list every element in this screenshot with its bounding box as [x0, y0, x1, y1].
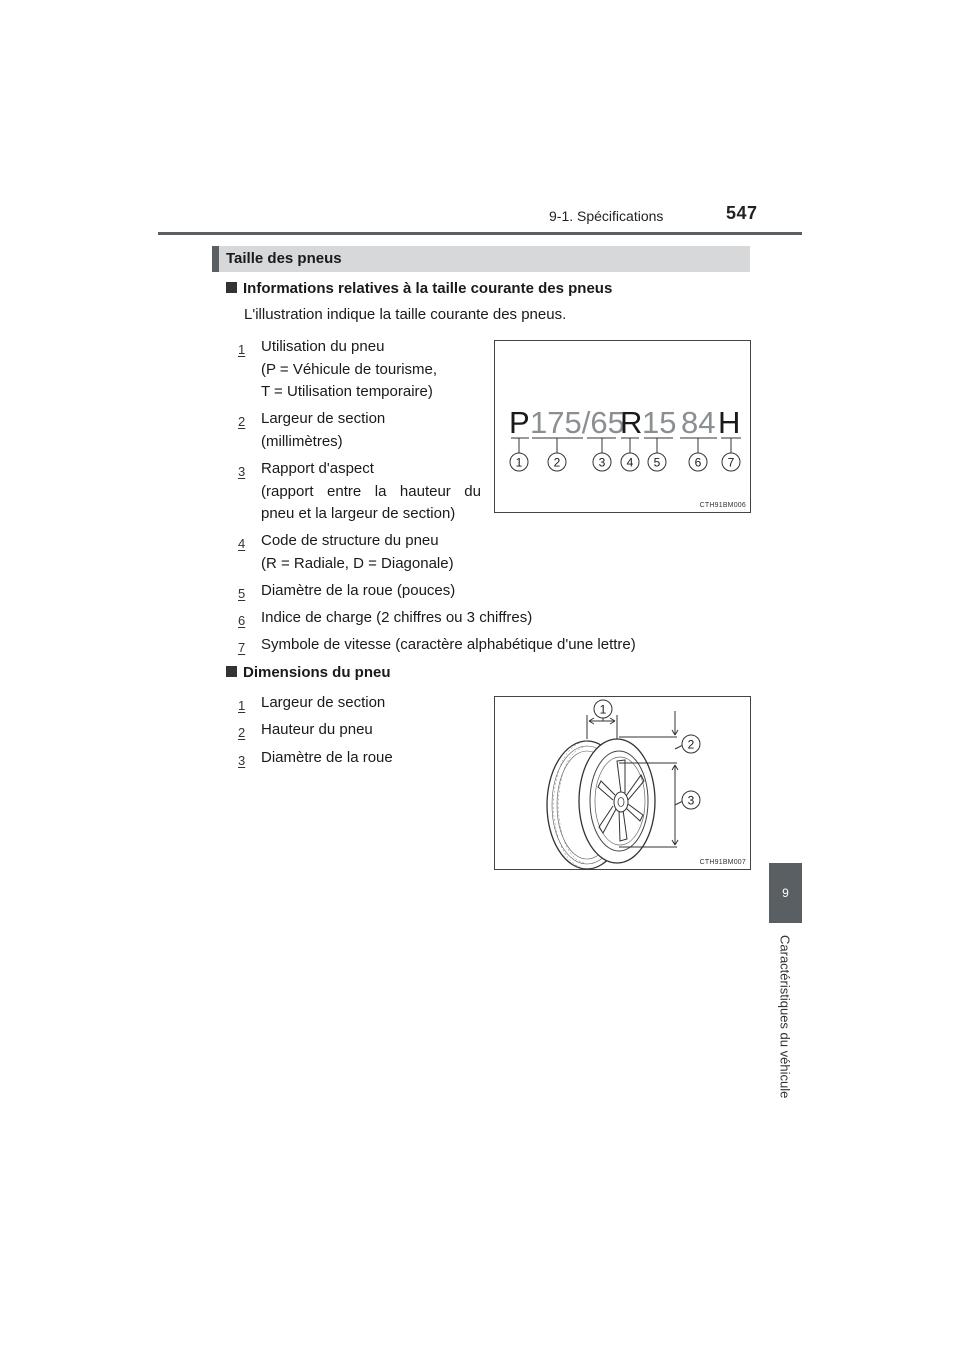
item-number: 2 [238, 725, 246, 740]
square-bullet-icon [226, 666, 237, 677]
item-number: 4 [238, 536, 246, 551]
callout-1: 1 [515, 455, 523, 470]
subheading-tire-size-info: Informations relatives à la taille courante des pneus [226, 280, 612, 297]
square-bullet-icon [226, 282, 237, 293]
item-number: 6 [238, 613, 246, 628]
callout-7: 7 [727, 455, 735, 470]
callout-3: 3 [687, 793, 695, 808]
tire-dimensions-figure [494, 696, 751, 870]
callout-4: 4 [626, 455, 634, 470]
item-number: 7 [238, 640, 246, 655]
list-item: 1 Largeur de section [238, 692, 385, 715]
item-number: 5 [238, 586, 246, 601]
list-item: 5 Diamètre de la roue (pouces) [238, 580, 455, 603]
tire-code-load: 84 [681, 405, 716, 440]
item-number: 1 [238, 698, 246, 713]
chapter-tab: 9 [769, 863, 802, 923]
tire-code-speed: H [718, 405, 741, 440]
subheading-tire-dimensions: Dimensions du pneu [226, 664, 391, 681]
figure-code: CTH91BM006 [699, 502, 746, 509]
tire-code-structure: R [620, 405, 643, 440]
running-header-section: 9-1. Spécifications [549, 208, 664, 224]
callout-5: 5 [653, 455, 661, 470]
tire-code-figure [494, 340, 751, 513]
list-item: 3 Rapport d'aspect (rapport entre la hauteur du pneu et la largeur de section) [238, 460, 481, 522]
intro-text: L'illustration indique la taille courante des pneus. [244, 306, 567, 323]
chapter-title: Caractéristiques du véhicule [777, 935, 793, 1099]
item-number: 2 [238, 414, 246, 429]
list-item: 2 Largeur de section (millimètres) [238, 410, 386, 450]
callout-2: 2 [553, 455, 561, 470]
figure-code: CTH91BM007 [699, 859, 746, 866]
callout-1: 1 [599, 702, 607, 717]
list-item: 4 Code de structure du pneu (R = Radiale, D = Diagonale) [238, 532, 454, 572]
item-number: 3 [238, 753, 246, 768]
section-title-bar [212, 246, 750, 272]
callout-2: 2 [687, 737, 695, 752]
callout-3: 3 [598, 455, 606, 470]
callout-6: 6 [694, 455, 702, 470]
tire-code-width-ratio: 175/65 [530, 405, 625, 440]
tire-code-rim: 15 [642, 405, 677, 440]
list-item: 1 Utilisation du pneu (P = Véhicule de tourisme, T = Utilisation temporaire) [238, 338, 438, 400]
header-rule [158, 232, 802, 235]
list-item: 2 Hauteur du pneu [238, 719, 373, 742]
list-item: 6 Indice de charge (2 chiffres ou 3 chiffres) [238, 607, 532, 630]
item-number: 1 [238, 342, 246, 357]
tire-code-usage: P [509, 405, 530, 440]
tire-illustration [547, 739, 655, 869]
item-number: 3 [238, 464, 246, 479]
list-item: 3 Diamètre de la roue [238, 747, 393, 770]
section-title: Taille des pneus [226, 250, 342, 267]
page-number: 547 [726, 203, 758, 223]
list-item: 7 Symbole de vitesse (caractère alphabétique d'une lettre) [238, 634, 636, 657]
